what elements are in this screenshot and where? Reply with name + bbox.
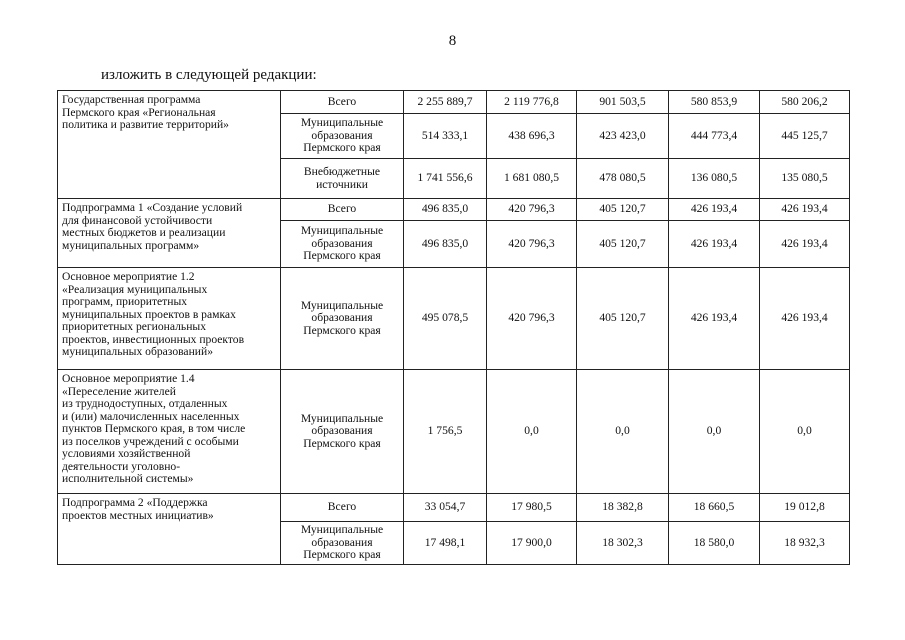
funding-source-line: Пермского края <box>303 249 381 263</box>
amount-cell: 2 255 889,7 <box>404 91 487 114</box>
program-name-line: Пермского края «Региональная <box>62 105 216 119</box>
amount-cell: 426 193,4 <box>760 268 850 370</box>
funding-source-cell <box>281 199 404 221</box>
amount-cell: 18 660,5 <box>669 494 760 522</box>
amount-cell: 1 741 556,6 <box>404 159 487 199</box>
funding-source-line: образования <box>311 535 373 549</box>
amount-cell: 136 080,5 <box>669 159 760 199</box>
funding-source-cell <box>281 221 404 268</box>
program-funding-table <box>57 90 850 565</box>
amount-cell: 19 012,8 <box>760 494 850 522</box>
table-row <box>58 91 850 114</box>
program-name-line: местных бюджетов и реализации <box>62 226 226 239</box>
funding-source-cell <box>281 494 404 522</box>
amount-cell: 445 125,7 <box>760 114 850 159</box>
funding-source-line: образования <box>311 236 373 250</box>
amount-cell: 496 835,0 <box>404 221 487 268</box>
table-row <box>58 370 850 494</box>
funding-source-cell <box>281 114 404 159</box>
program-name-line: условиями хозяйственной <box>62 447 191 460</box>
program-name-line: приоритетных региональных <box>62 320 206 333</box>
program-name-line: «Реализация муниципальных <box>62 282 208 296</box>
amount-cell: 438 696,3 <box>487 114 577 159</box>
program-name-line: и (или) малочисленных населенных <box>62 409 240 423</box>
program-name-line: из поселков учреждений с особыми <box>62 434 239 448</box>
amount-cell: 580 206,2 <box>760 91 850 114</box>
funding-source-line: Пермского края <box>303 436 381 450</box>
program-name-cell <box>58 91 281 199</box>
funding-source-line: Пермского края <box>303 323 381 337</box>
amount-cell: 18 382,8 <box>577 494 669 522</box>
amount-cell: 426 193,4 <box>760 199 850 221</box>
amount-cell: 405 120,7 <box>577 199 669 221</box>
program-name-line: проектов, инвестиционных проектов <box>62 332 245 346</box>
funding-source-line: Пермского края <box>303 548 381 562</box>
program-name-line: Основное мероприятие 1.2 <box>62 270 195 283</box>
funding-source-line: Муниципальные <box>300 116 384 130</box>
page-number: 8 <box>448 33 457 49</box>
funding-source-line: образования <box>311 128 373 142</box>
program-name-line: Государственная программа <box>62 93 201 106</box>
amount-cell: 496 835,0 <box>404 199 487 221</box>
program-name-line: проектов местных инициатив» <box>62 508 214 522</box>
program-name-cell <box>58 268 281 370</box>
program-name-line: программ, приоритетных <box>62 295 188 308</box>
amount-cell: 405 120,7 <box>577 268 669 370</box>
funding-source-line: Муниципальные <box>300 224 384 238</box>
amount-cell: 33 054,7 <box>404 494 487 522</box>
program-name-line: муниципальных образований» <box>62 345 213 358</box>
amount-cell: 17 900,0 <box>487 522 577 565</box>
program-name-line: муниципальных проектов в рамках <box>62 307 236 321</box>
amount-cell: 495 078,5 <box>404 268 487 370</box>
amount-cell: 901 503,5 <box>577 91 669 114</box>
amount-cell: 1 681 080,5 <box>487 159 577 199</box>
table-row <box>58 494 850 522</box>
funding-source-line: источники <box>316 177 368 191</box>
funding-source-line: Муниципальные <box>300 411 384 425</box>
amount-cell: 426 193,4 <box>669 268 760 370</box>
funding-source-line: образования <box>311 311 373 325</box>
amount-cell: 420 796,3 <box>487 268 577 370</box>
funding-source-line: Пермского края <box>303 141 381 155</box>
table-row <box>58 268 850 370</box>
amount-cell: 478 080,5 <box>577 159 669 199</box>
amount-cell: 0,0 <box>669 370 760 494</box>
funding-source-cell <box>281 91 404 114</box>
intro-text: изложить в следующей редакции: <box>101 67 317 83</box>
funding-source-cell <box>281 159 404 199</box>
amount-cell: 1 756,5 <box>404 370 487 494</box>
amount-cell: 2 119 776,8 <box>487 91 577 114</box>
amount-cell: 426 193,4 <box>669 199 760 221</box>
program-name-line: Основное мероприятие 1.4 <box>62 372 195 385</box>
program-name-line: исполнительной системы» <box>62 472 194 485</box>
program-name-line: для финансовой устойчивости <box>62 213 213 227</box>
funding-source-cell <box>281 268 404 370</box>
amount-cell: 18 580,0 <box>669 522 760 565</box>
amount-cell: 420 796,3 <box>487 199 577 221</box>
amount-cell: 17 498,1 <box>404 522 487 565</box>
funding-source-line: Внебюджетные <box>303 165 381 178</box>
funding-source-line: Всего <box>327 94 357 108</box>
amount-cell: 420 796,3 <box>487 221 577 268</box>
program-name-line: «Переселение жителей <box>62 384 176 398</box>
funding-source-cell <box>281 522 404 565</box>
funding-source-line: Всего <box>327 202 357 216</box>
program-name-line: Подпрограмма 1 «Создание условий <box>62 201 243 214</box>
amount-cell: 444 773,4 <box>669 114 760 159</box>
amount-cell: 135 080,5 <box>760 159 850 199</box>
amount-cell: 405 120,7 <box>577 221 669 268</box>
amount-cell: 0,0 <box>487 370 577 494</box>
table-row <box>58 199 850 221</box>
funding-source-line: Всего <box>327 500 357 514</box>
amount-cell: 0,0 <box>577 370 669 494</box>
amount-cell: 423 423,0 <box>577 114 669 159</box>
funding-source-cell <box>281 370 404 494</box>
program-name-line: пунктов Пермского края, в том числе <box>62 422 246 435</box>
program-name-cell <box>58 199 281 268</box>
program-name-line: из труднодоступных, отдаленных <box>62 397 228 410</box>
program-name-line: Подпрограмма 2 «Поддержка <box>62 496 208 509</box>
program-name-cell <box>58 494 281 565</box>
amount-cell: 580 853,9 <box>669 91 760 114</box>
amount-cell: 426 193,4 <box>760 221 850 268</box>
program-name-line: деятельности уголовно- <box>62 459 181 473</box>
amount-cell: 18 302,3 <box>577 522 669 565</box>
funding-source-line: Муниципальные <box>300 298 384 312</box>
program-name-line: муниципальных программ» <box>62 238 200 252</box>
amount-cell: 426 193,4 <box>669 221 760 268</box>
amount-cell: 18 932,3 <box>760 522 850 565</box>
program-name-cell <box>58 370 281 494</box>
program-name-line: политика и развитие территорий» <box>62 118 229 131</box>
funding-source-line: Муниципальные <box>300 523 384 537</box>
funding-source-line: образования <box>311 424 373 438</box>
amount-cell: 17 980,5 <box>487 494 577 522</box>
amount-cell: 514 333,1 <box>404 114 487 159</box>
amount-cell: 0,0 <box>760 370 850 494</box>
